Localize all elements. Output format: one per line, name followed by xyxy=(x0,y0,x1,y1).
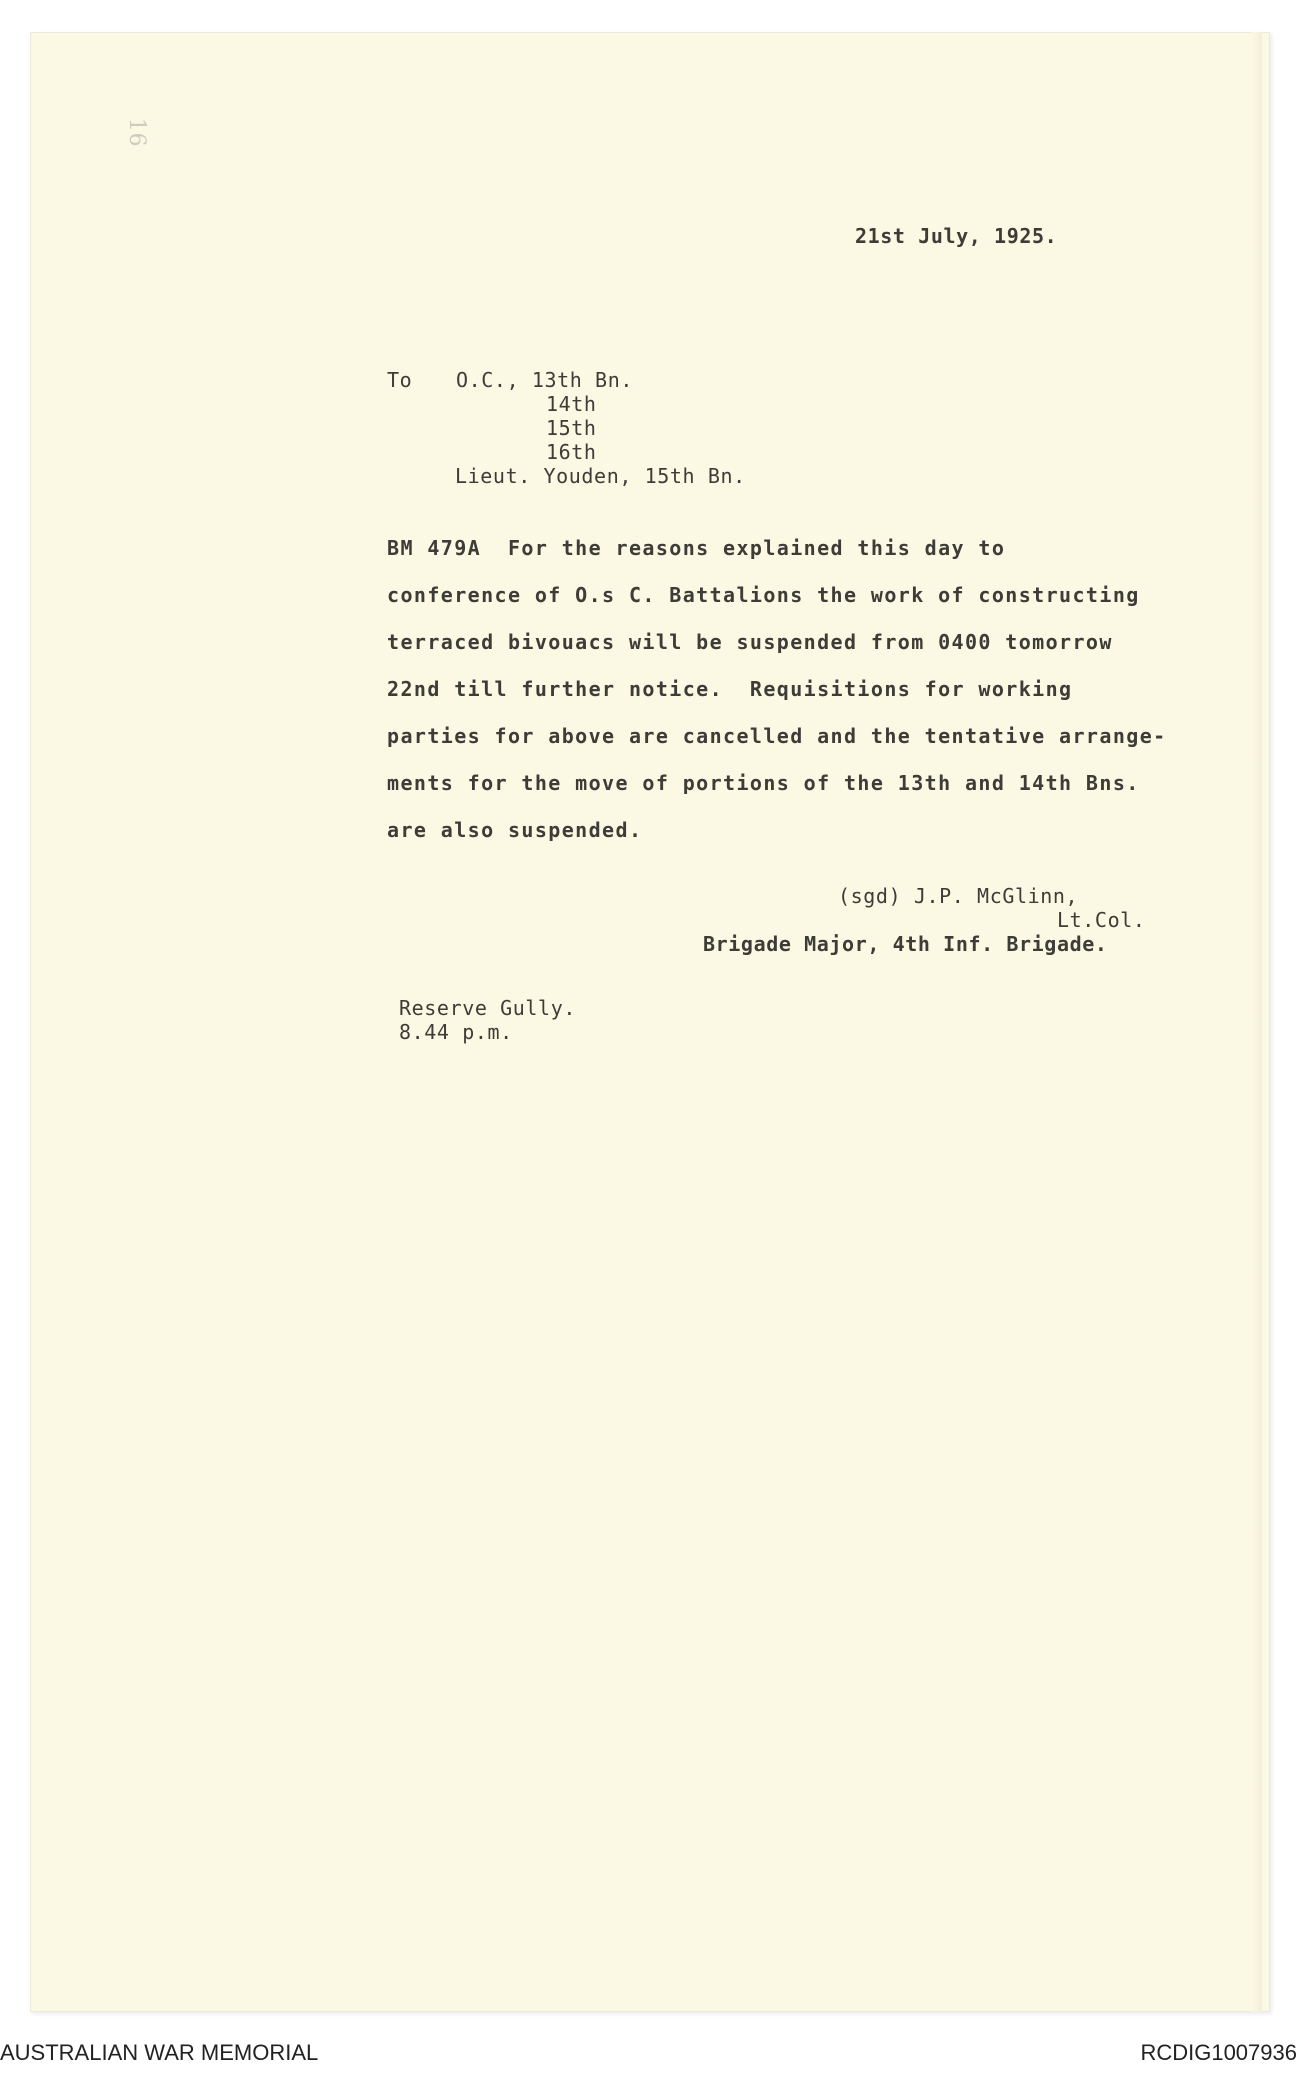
signature-title: Brigade Major, 4th Inf. Brigade. xyxy=(703,932,1108,956)
to-label: To xyxy=(387,368,413,392)
origin-place: Reserve Gully. xyxy=(399,996,576,1020)
addressee-line: 14th xyxy=(546,392,597,416)
body-line: terraced bivouacs will be suspended from 0400 tomorrow xyxy=(387,630,1113,654)
signature-name: (sgd) J.P. McGlinn, xyxy=(838,884,1079,908)
body-line: conference of O.s C. Battalions the work of constructing xyxy=(387,583,1140,607)
body-line: parties for above are cancelled and the tentative arrange- xyxy=(387,724,1167,748)
memo-date: 21st July, 1925. xyxy=(855,224,1058,248)
addressee-line: Lieut. Youden, 15th Bn. xyxy=(455,464,746,488)
signature-rank: Lt.Col. xyxy=(1057,908,1146,932)
addressee-line: O.C., 13th Bn. xyxy=(456,368,633,392)
addressee-line: 15th xyxy=(546,416,597,440)
footer-reference: RCDIG1007936 xyxy=(1140,2040,1297,2065)
addressee-line: 16th xyxy=(546,440,597,464)
body-line: ments for the move of portions of the 13th and 14th Bns. xyxy=(387,771,1140,795)
document-page xyxy=(30,32,1270,2012)
typed-memo xyxy=(30,32,1270,2012)
pencil-mark: 16 xyxy=(124,117,150,148)
body-line: are also suspended. xyxy=(387,818,643,842)
origin-time: 8.44 p.m. xyxy=(399,1020,513,1044)
body-line: 22nd till further notice. Requisitions for working xyxy=(387,677,1073,701)
body-line: BM 479A For the reasons explained this day to xyxy=(387,536,1006,560)
footer-institution: AUSTRALIAN WAR MEMORIAL xyxy=(0,2040,319,2065)
